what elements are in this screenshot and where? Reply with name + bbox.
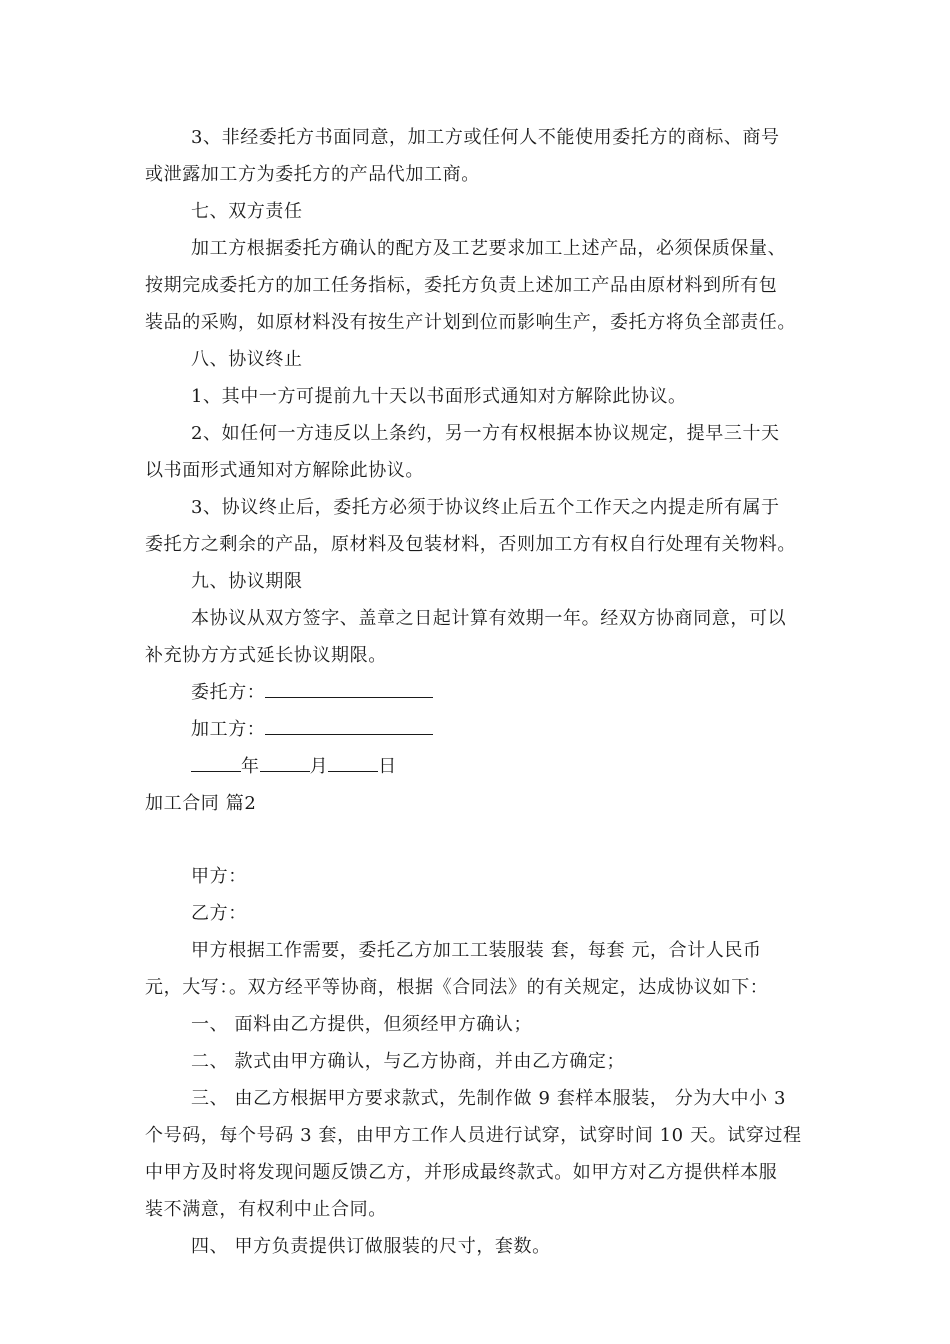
date-row (191, 754, 871, 780)
contract-2-item-3-line-1: 三、 由乙方根据甲方要求款式，先制作做 9 套样本服装， 分为大中小 3 (191, 1088, 787, 1109)
section-7-line-2: 按期完成委托方的加工任务指标，委托方负责上述加工产品由原材料到所有包 (145, 275, 778, 296)
signature-client-row (191, 680, 871, 706)
section-8-item-1: 1、其中一方可提前九十天以书面形式通知对方解除此协议。 (191, 386, 687, 407)
section-8-item-2-line-1: 2、如任何一方违反以上条约，另一方有权根据本协议规定，提早三十天 (191, 423, 780, 444)
signature-client-label: 委托方： (191, 682, 266, 703)
section-9-heading: 九、协议期限 (191, 571, 303, 592)
section-8-item-3-line-1: 3、协议终止后，委托方必须于协议终止后五个工作天之内提走所有属于 (191, 497, 780, 518)
signature-client-blank (265, 681, 433, 698)
date-month-blank (260, 755, 310, 772)
signature-processor-blank (265, 718, 433, 735)
section-8-heading: 八、协议终止 (191, 349, 303, 370)
section-7-line-1: 加工方根据委托方确认的配方及工艺要求加工上述产品，必须保质保量、 (191, 238, 787, 259)
party-a-label: 甲方： (191, 866, 247, 887)
intro-line-1: 甲方根据工作需要，委托乙方加工工装服装 套，每套 元，合计人民币 (191, 940, 762, 961)
contract-2-item-4: 四、 甲方负责提供订做服装的尺寸，套数。 (191, 1236, 551, 1257)
contract-2-item-3-line-3: 中甲方及时将发现问题反馈乙方，并形成最终款式。如甲方对乙方提供样本服 (145, 1162, 778, 1183)
date-year-blank (191, 755, 241, 772)
date-year-label: 年 (241, 756, 260, 777)
contract-2-title: 加工合同 篇2 (145, 793, 257, 814)
clause-3-line-2: 或泄露加工方为委托方的产品代加工商。 (145, 164, 480, 185)
intro-line-2: 元，大写：。双方经平等协商，根据《合同法》的有关规定，达成协议如下： (145, 977, 769, 998)
contract-2-item-1: 一、 面料由乙方提供，但须经甲方确认； (191, 1014, 533, 1035)
clause-3-line-1: 3、非经委托方书面同意，加工方或任何人不能使用委托方的商标、商号 (191, 127, 780, 148)
signature-processor-label: 加工方： (191, 719, 266, 740)
signature-processor-row (191, 717, 871, 743)
contract-2-item-2: 二、 款式由甲方确认，与乙方协商，并由乙方确定； (191, 1051, 626, 1072)
section-9-line-1: 本协议从双方签字、盖章之日起计算有效期一年。经双方协商同意，可以 (191, 608, 787, 629)
section-9-line-2: 补充协方方式延长协议期限。 (145, 645, 387, 666)
date-month-label: 月 (309, 756, 329, 777)
contract-2-item-3-line-2: 个号码，每个号码 3 套，由甲方工作人员进行试穿，试穿时间 10 天。试穿过程 (145, 1125, 802, 1146)
section-8-item-3-line-2: 委托方之剩余的产品，原材料及包装材料，否则加工方有权自行处理有关物料。 (145, 534, 796, 555)
section-8-item-2-line-2: 以书面形式通知对方解除此协议。 (145, 460, 424, 481)
section-7-line-3: 装品的采购，如原材料没有按生产计划到位而影响生产，委托方将负全部责任。 (145, 312, 796, 333)
section-7-heading: 七、双方责任 (191, 201, 303, 222)
contract-2-item-3-line-4: 装不满意，有权利中止合同。 (145, 1199, 387, 1220)
party-b-label: 乙方： (191, 903, 247, 924)
date-day-label: 日 (378, 756, 397, 777)
date-day-blank (328, 755, 378, 772)
